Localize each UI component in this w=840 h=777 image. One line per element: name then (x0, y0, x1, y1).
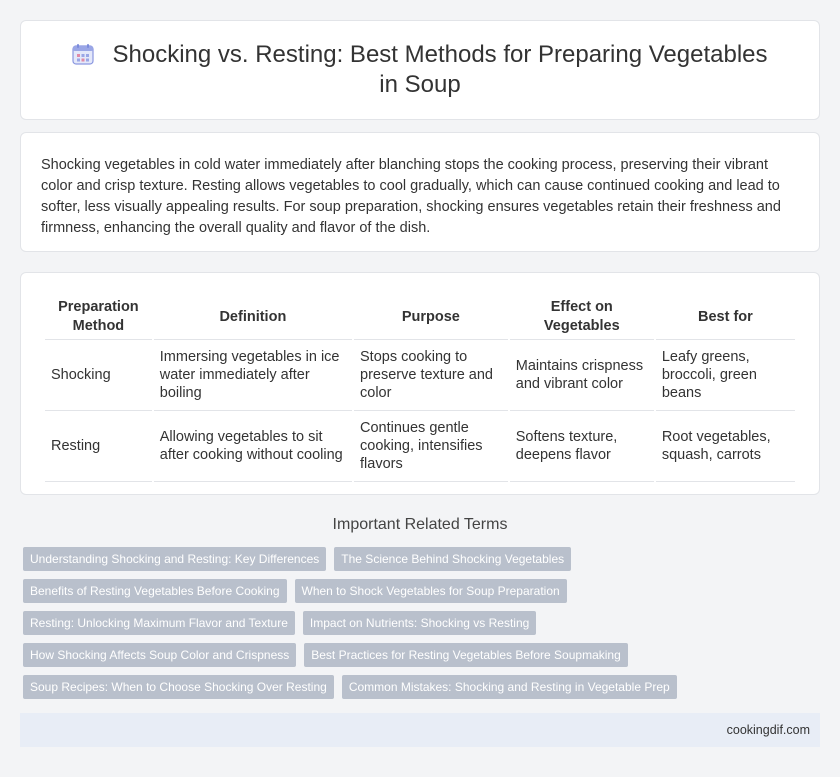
intro-card (20, 132, 820, 252)
comparison-table-card (20, 272, 820, 495)
table-header-cell: Purpose (354, 293, 508, 340)
table-header-cell: Best for (656, 293, 795, 340)
table-cell: Shocking (45, 340, 152, 411)
table-row (45, 411, 795, 482)
table-header-cell: Preparation Method (45, 293, 152, 340)
table-cell: Softens texture, deepens flavor (510, 411, 654, 482)
table-cell: Maintains crispness and vibrant color (510, 340, 654, 411)
related-terms-tags (20, 547, 820, 699)
intro-text: Shocking vegetables in cold water immediately after blanching stops the cooking process, preserving their vibrant color and crisp texture. Resting allows vegetables to cool gradually, which can cause continued cooking and lead to softer, less visually appealing results. For soup preparation, shocking ensures vegetables retain their freshness and firmness, enhancing the overall quality and flavor of the dish. (41, 157, 781, 236)
related-term-tag[interactable]: Common Mistakes: Shocking and Resting in Vegetable Prep (342, 675, 677, 699)
calendar-grid-icon (72, 43, 94, 65)
related-term-tag[interactable]: Impact on Nutrients: Shocking vs Resting (303, 611, 536, 635)
table-header-row (45, 293, 795, 340)
table-cell: Stops cooking to preserve texture and color (354, 340, 508, 411)
related-term-tag[interactable]: When to Shock Vegetables for Soup Preparation (295, 579, 567, 603)
table-cell: Allowing vegetables to sit after cooking without cooling (154, 411, 352, 482)
related-term-tag[interactable]: Soup Recipes: When to Choose Shocking Over Resting (23, 675, 334, 699)
table-cell: Continues gentle cooking, intensifies flavors (354, 411, 508, 482)
page-title (61, 40, 779, 100)
table-header-cell: Effect on Vegetables (510, 293, 654, 340)
title-wrap (61, 40, 779, 100)
related-term-tag[interactable]: Benefits of Resting Vegetables Before Cooking (23, 579, 287, 603)
table-cell: Root vegetables, squash, carrots (656, 411, 795, 482)
related-term-tag[interactable]: Best Practices for Resting Vegetables Before Soupmaking (304, 643, 628, 667)
table-header-cell: Definition (154, 293, 352, 340)
related-term-tag[interactable]: Resting: Unlocking Maximum Flavor and Texture (23, 611, 295, 635)
header-card (20, 20, 820, 120)
table-cell: Resting (45, 411, 152, 482)
related-terms-section (20, 515, 820, 699)
related-terms-title: Important Related Terms (332, 516, 508, 533)
table-row (45, 340, 795, 411)
comparison-table (43, 293, 797, 482)
footer-site-link[interactable]: cookingdif.com (726, 723, 810, 737)
page-title-text: Shocking vs. Resting: Best Methods for Preparing Vegetables in Soup (112, 41, 768, 98)
related-term-tag[interactable]: The Science Behind Shocking Vegetables (334, 547, 571, 571)
table-cell: Leafy greens, broccoli, green beans (656, 340, 795, 411)
footer (20, 713, 820, 747)
related-term-tag[interactable]: How Shocking Affects Soup Color and Crispness (23, 643, 296, 667)
table-cell: Immersing vegetables in ice water immediately after boiling (154, 340, 352, 411)
related-term-tag[interactable]: Understanding Shocking and Resting: Key Differences (23, 547, 326, 571)
